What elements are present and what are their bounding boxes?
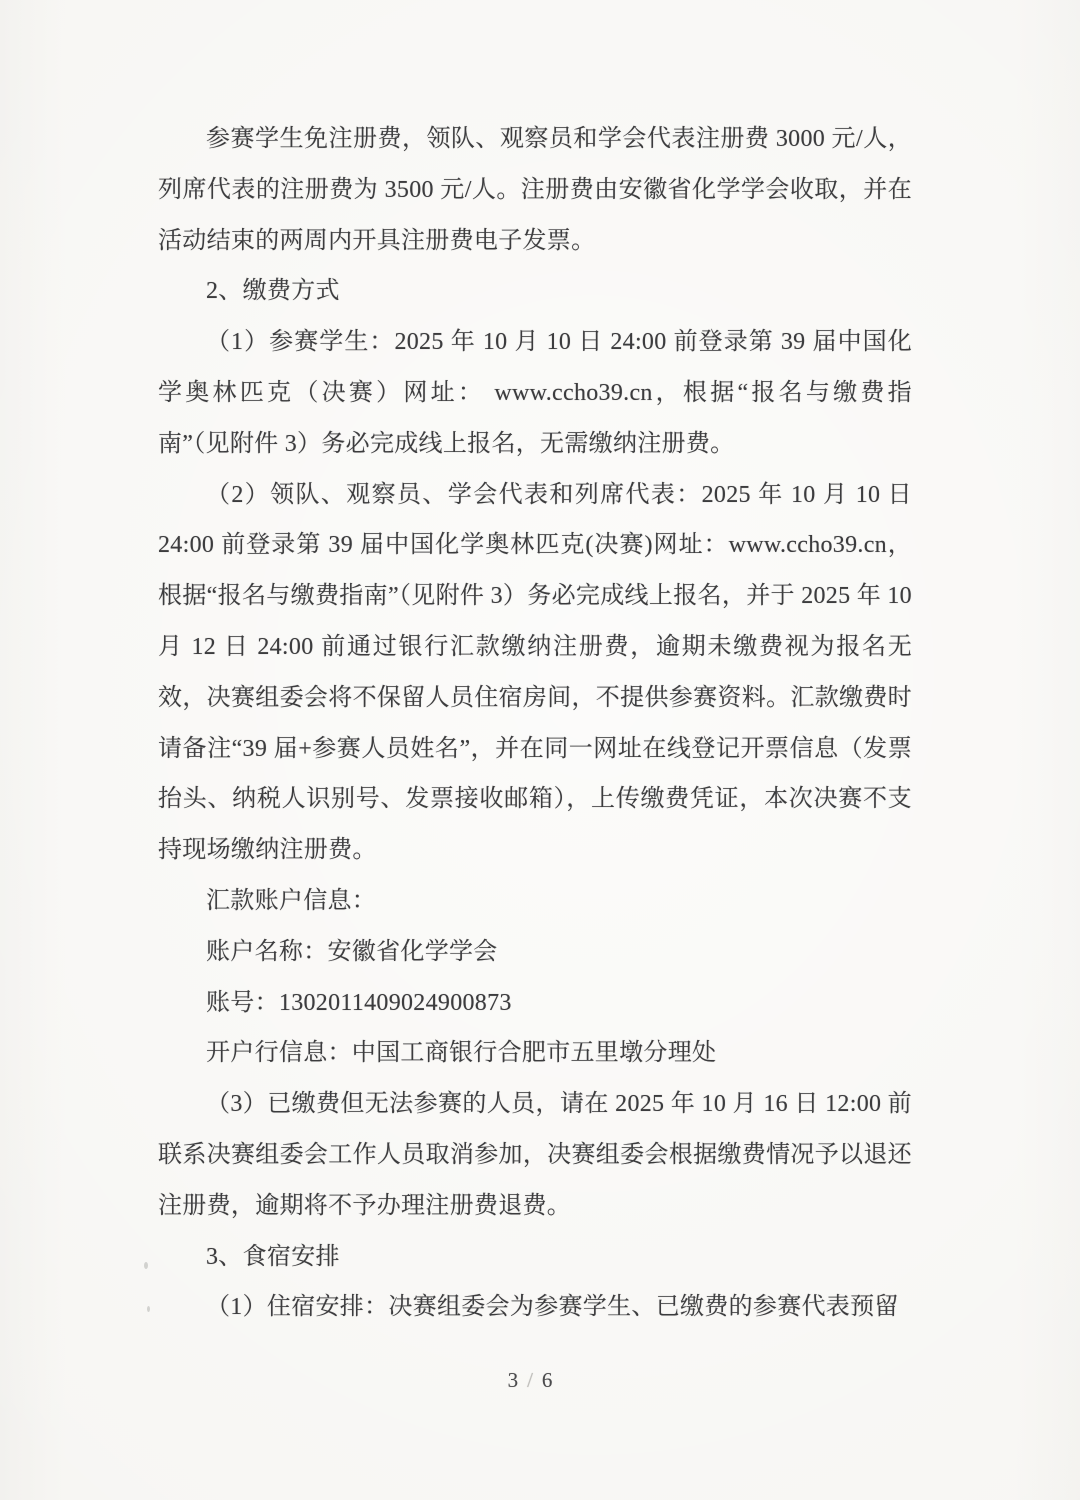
paragraph-payment-students: （1）参赛学生：2025 年 10 月 10 日 24:00 前登录第 39 届中国化学奥林匹克（决赛）网址： www.ccho39.cn，根据“报名与缴费指南”（见附件 3）务必完成线上报名，无需缴纳注册费。 (158, 329, 912, 457)
page-number-current: 3 (507, 1368, 519, 1392)
page-number-total: 6 (541, 1368, 553, 1392)
page-number-separator: / (527, 1368, 533, 1392)
line-account-number: 账号：1302011409024900873 (206, 989, 512, 1016)
label-remittance-account-info: 汇款账户信息： (206, 887, 377, 914)
heading-accommodation: 3、食宿安排 (206, 1243, 340, 1270)
document-body (158, 114, 912, 1333)
line-bank-branch: 开户行信息：中国工商银行合肥市五里墩分理处 (206, 1040, 717, 1067)
heading-payment-method: 2、缴费方式 (206, 278, 340, 305)
paragraph-lodging-arrangement: （1）住宿安排：决赛组委会为参赛学生、已缴费的参赛代表预留 (206, 1294, 899, 1321)
paragraph-registration-fees: 参赛学生免注册费，领队、观察员和学会代表注册费 3000 元/人，列席代表的注册费为 3500 元/人。注册费由安徽省化学学会收取，并在活动结束的两周内开具注册费电子发票。 (158, 126, 912, 254)
scan-artifact-speck (144, 1262, 148, 1269)
paragraph-refund-policy: （3）已缴费但无法参赛的人员，请在 2025 年 10 月 16 日 12:00 前联系决赛组委会工作人员取消参加，决赛组委会根据缴费情况予以退还注册费，逾期将不予办理注册费退费。 (158, 1091, 912, 1219)
paragraph-payment-representatives: （2）领队、观察员、学会代表和列席代表：2025 年 10 月 10 日 24:00 前登录第 39 届中国化学奥林匹克(决赛)网址：www.ccho39.cn，根据“报名与缴费指南”（见附件 3）务必完成线上报名，并于 2025 年 10 月 12 日 24:00 前通过银行汇款缴纳注册费，逾期未缴费视为报名无效，决赛组委会将不保留人员住宿房间，不提供参赛资料。汇款缴费时请备注“39 届+参赛人员姓名”，并在同一网址在线登记开票信息（发票抬头、纳税人识别号、发票接收邮箱），上传缴费凭证，本次决赛不支持现场缴纳注册费。 (158, 481, 912, 864)
scan-artifact-speck (147, 1306, 150, 1312)
line-account-name: 账户名称：安徽省化学学会 (206, 938, 498, 965)
page-footer (0, 1368, 1060, 1393)
